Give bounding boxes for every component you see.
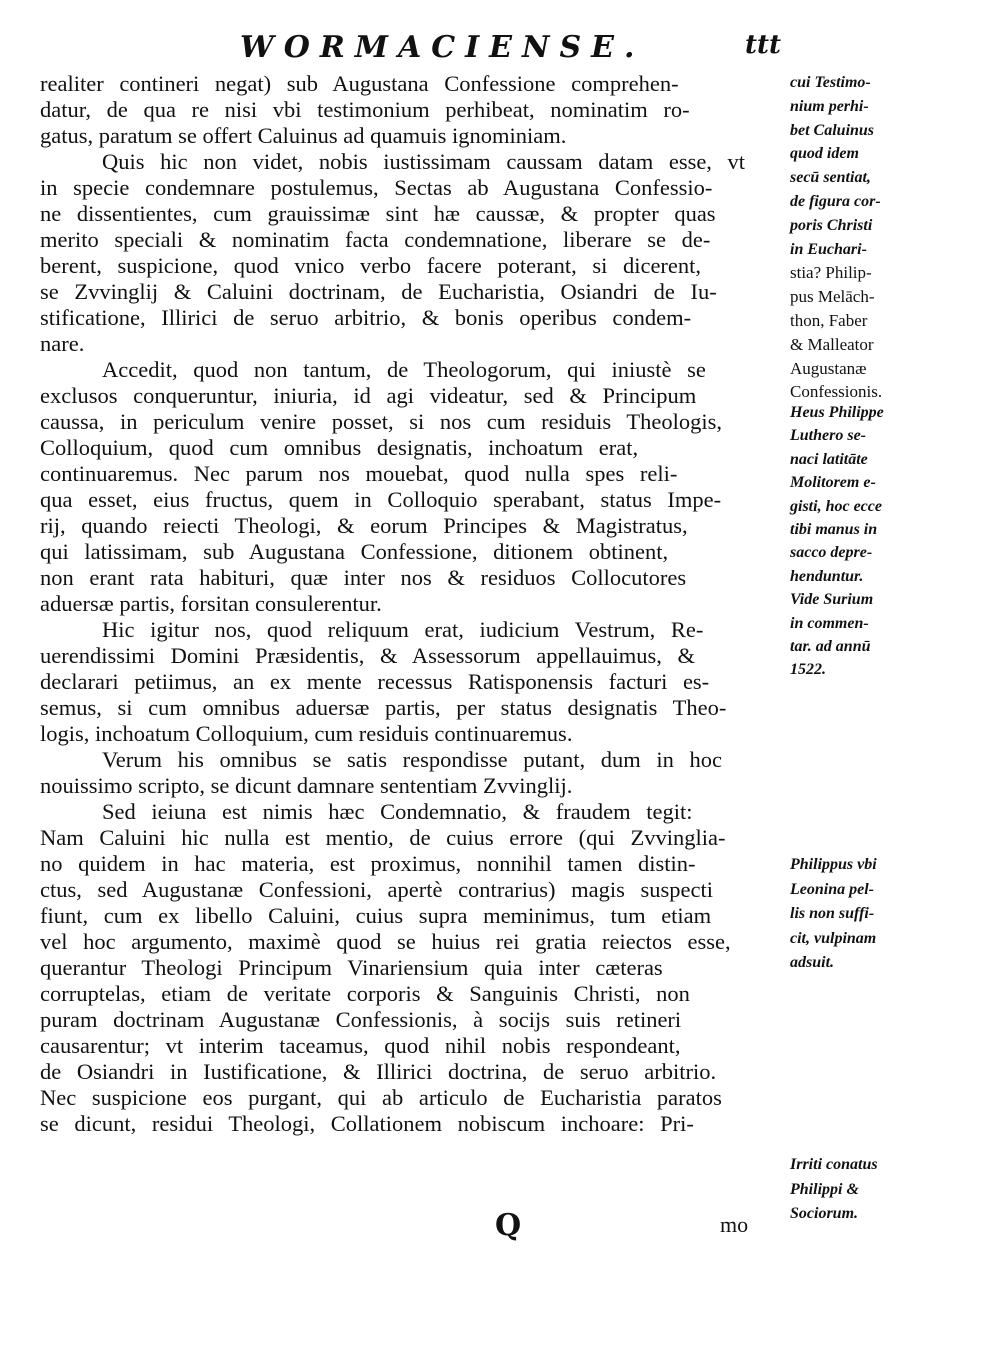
margin-note-line: in Euchari-	[790, 240, 867, 258]
margin-note-line: pus Melāch-	[790, 287, 875, 307]
text-line: puram doctrinam Augustanæ Confessionis, à socijs suis retineri	[40, 1007, 682, 1032]
margin-note-line: cit, vulpinam	[790, 929, 877, 947]
text-line: caussa, in periculum venire posset, si nos cum residuis Theologis,	[40, 409, 722, 434]
margin-note-line: henduntur.	[790, 567, 864, 585]
margin-note-line: Irriti conatus	[790, 1156, 878, 1173]
margin-note-line: Molitorem e-	[790, 474, 876, 492]
margin-note-line: Confessionis.	[790, 382, 883, 402]
margin-note-line: secū sentiat,	[790, 169, 871, 187]
text-line: berent, suspicione, quod vnico verbo facere poterant, si dicerent,	[40, 253, 702, 278]
margin-note-line: & Malleator	[790, 334, 874, 354]
margin-note-line: gisti, hoc ecce	[790, 497, 882, 515]
margin-note-line: Philippi &	[790, 1180, 859, 1198]
text-line: Hic igitur nos, quod reliquum erat, iudicium Vestrum, Re-	[102, 617, 704, 642]
text-line: qua esset, eius fructus, quem in Colloquio sperabant, status Impe-	[40, 487, 722, 512]
margin-note-line: de figura cor-	[790, 193, 881, 210]
margin-note-line: adsuit.	[790, 954, 835, 971]
text-line: corruptelas, etiam de veritate corporis & Sanguinis Christi, non	[40, 981, 690, 1006]
text-line: logis, inchoatum Colloquium, cum residuis continuaremus.	[40, 721, 573, 746]
margin-note-line: tar. ad annū	[790, 638, 871, 655]
margin-note-line: cui Testimo-	[790, 74, 871, 91]
text-line: uerendissimi Domini Præsidentis, & Assessorum appellauimus, &	[40, 643, 695, 668]
text-line: non erant rata habituri, quæ inter nos & residuos Collocutores	[40, 565, 687, 590]
signature-mark: Q	[495, 1208, 522, 1243]
margin-note-line: bet Caluinus	[790, 121, 875, 139]
text-line: nouissimo scripto, se dicunt damnare sententiam Zvvinglij.	[40, 773, 573, 798]
text-line: aduersæ partis, forsitan consulerentur.	[40, 591, 382, 616]
text-line: merito speciali & nominatim facta condemnatione, liberare se de-	[40, 227, 711, 252]
margin-note-line: Luthero se-	[790, 427, 866, 445]
margin-note-line: sacco depre-	[790, 544, 873, 562]
margin-note-line: lis non suffi-	[790, 905, 875, 922]
margin-note-line: naci latitāte	[790, 450, 868, 468]
text-line: Sed ieiuna est nimis hæc Condemnatio, & fraudem tegit:	[102, 799, 693, 824]
text-line: Accedit, quod non tantum, de Theologorum, qui iniustè se	[102, 357, 706, 382]
text-line: de Osiandri in Iustificatione, & Illirici doctrina, de seruo arbitrio.	[40, 1059, 717, 1084]
text-line: datur, de qua re nisi vbi testimonium perhibeat, nominatim ro-	[40, 97, 690, 122]
margin-note-line: 1522.	[790, 661, 826, 679]
text-line: Nam Caluini hic nulla est mentio, de cuius errore (qui Zvvinglia-	[40, 825, 726, 850]
text-line: fiunt, cum ex libello Caluini, cuius supra meminimus, tum etiam	[40, 903, 712, 928]
text-line: continuaremus. Nec parum nos mouebat, quod nulla spes reli-	[40, 461, 678, 486]
text-line: nare.	[40, 331, 85, 356]
margin-note-line: Philippus vbi	[790, 856, 877, 873]
text-line: rij, quando reiecti Theologi, & eorum Principes & Magistratus,	[40, 513, 688, 538]
text-line: ne dissentientes, cum grauissimæ sint hæ caussæ, & propter quas	[40, 201, 716, 226]
text-line: Verum his omnibus se satis respondisse putant, dum in hoc	[102, 747, 722, 772]
text-line: semus, si cum omnibus aduersæ partis, per status designatis Theo-	[40, 695, 727, 720]
margin-note-line: in commen-	[790, 614, 869, 632]
text-line: qui latissimam, sub Augustana Confessione, ditionem obtinent,	[40, 539, 669, 564]
text-line: vel hoc argumento, maximè quod se huius rei gratia reiectos esse,	[40, 929, 731, 954]
margin-note-line: Sociorum.	[790, 1205, 859, 1222]
folio-number: ttt	[745, 30, 782, 60]
text-line: Colloquium, quod cum omnibus designatis, inchoatum erat,	[40, 435, 639, 460]
text-line: declarari petiimus, an ex mente recessus Ratisponensis facturi es-	[40, 669, 710, 694]
margin-note-line: quod idem	[790, 145, 859, 163]
margin-note-line: Augustanæ	[790, 358, 867, 378]
page-header	[240, 30, 800, 70]
margin-note-line: poris Christi	[790, 216, 873, 234]
text-line: se Zvvinglij & Caluini doctrinam, de Eucharistia, Osiandri de Iu-	[40, 279, 717, 304]
text-line: in specie condemnare postulemus, Sectas ab Augustana Confessio-	[40, 175, 713, 200]
text-line: realiter contineri negat) sub Augustana Confessione comprehen-	[40, 71, 679, 96]
text-line: Nec suspicione eos purgant, qui ab articulo de Eucharistia paratos	[40, 1085, 722, 1110]
margin-note-line: stia? Philip-	[790, 263, 872, 283]
text-line: ctus, sed Augustanæ Confessioni, apertè contrarius) magis suspecti	[40, 877, 714, 902]
text-line: gatus, paratum se offert Caluinus ad quamuis ignominiam.	[40, 123, 567, 148]
margin-note-line: thon, Faber	[790, 311, 868, 330]
page-footer	[40, 1208, 760, 1248]
margin-note-line: Heus Philippe	[790, 404, 884, 421]
text-line: querantur Theologi Principum Vinariensium quia inter cæteras	[40, 955, 663, 980]
margin-note-line: Vide Surium	[790, 591, 874, 609]
text-line: exclusos conqueruntur, iniuria, id agi videatur, sed & Principum	[40, 383, 697, 408]
text-line: causarentur; vt interim taceamus, quod nihil nobis respondeant,	[40, 1033, 681, 1058]
text-line: stificatione, Illirici de seruo arbitrio, & bonis operibus condem-	[40, 305, 692, 330]
text-line: no quidem in hac materia, est proximus, nonnihil tamen distin-	[40, 851, 696, 876]
text-line: se dicunt, residui Theologi, Collationem nobiscum inchoare: Pri-	[40, 1111, 694, 1136]
margin-note-line: Leonina pel-	[790, 880, 874, 898]
margin-note-line: tibi manus in	[790, 521, 878, 538]
margin-note-line: nium perhi-	[790, 97, 869, 115]
catchword: mo	[720, 1212, 749, 1237]
running-title: WORMACIENSE.	[240, 30, 645, 65]
text-line: Quis hic non videt, nobis iustissimam caussam datam esse, vt	[102, 149, 746, 174]
